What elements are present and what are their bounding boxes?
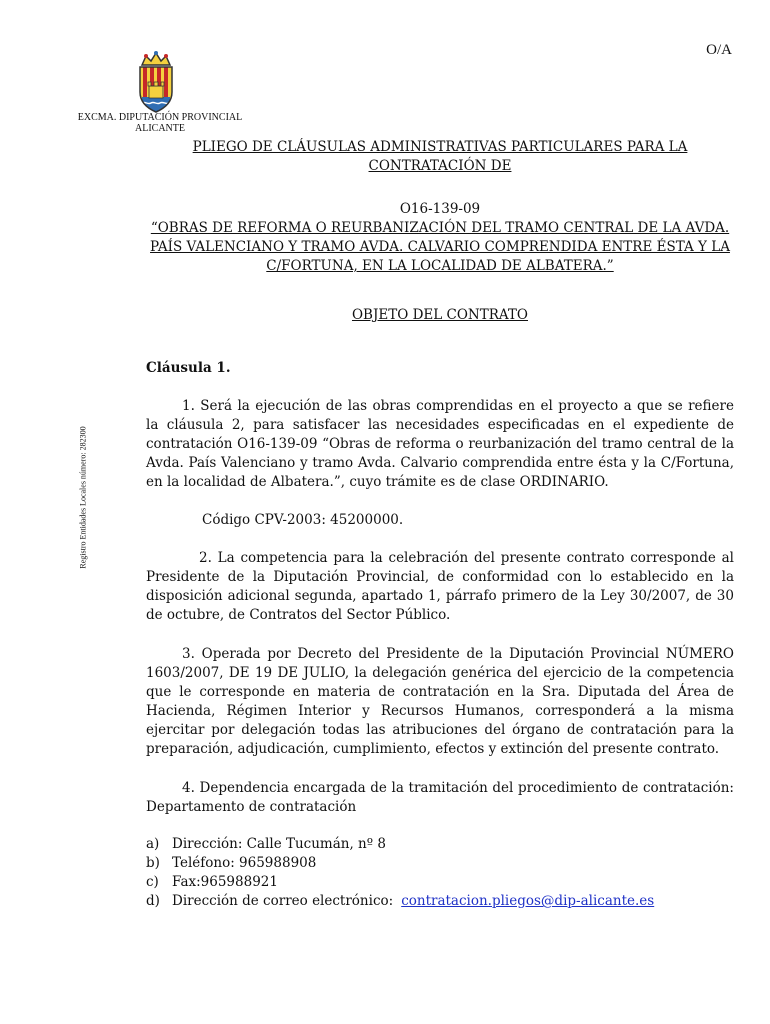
- contact-phone-item: [146, 854, 734, 873]
- contact-details-list: [146, 835, 734, 911]
- contact-email-item: [146, 892, 734, 911]
- clause-paragraph-3: 3. Operada por Decreto del Presidente de la Diputación Provincial NÚMERO 1603/2007, DE 19 DE JULIO, la delegación genérica del ejercicio de la competencia que le corresponde en materia de contratación en la Sra. Diputada del Área de Hacienda, Régimen Interior y Recursos Humanos, corresponderá a la misma ejercitar por delegación todas las atribuciones del órgano de contratación para la preparación, adjudicación, cumplimiento, efectos y extinción del presente contrato.: [146, 646, 734, 757]
- shield-stripe-1: [143, 67, 147, 98]
- contact-address: Dirección: Calle Tucumán, nº 8: [172, 836, 386, 852]
- castle-icon: [142, 97, 170, 112]
- crown-jewel-left: [144, 54, 148, 58]
- document-content: [146, 138, 734, 911]
- institution-line-2: ALICANTE: [135, 123, 185, 134]
- list-marker: c): [146, 874, 159, 890]
- contact-address-item: [146, 835, 734, 854]
- contact-fax-item: [146, 873, 734, 892]
- contact-email-link[interactable]: contratacion.pliegos@dip-alicante.es: [401, 893, 655, 909]
- contact-fax: Fax:965988921: [172, 874, 278, 890]
- project-subject: “OBRAS DE REFORMA O REURBANIZACIÓN DEL TRAMO CENTRAL DE LA AVDA. PAÍS VALENCIANO Y TRAMO AVDA. CALVARIO COMPRENDIDA ENTRE ÉSTA Y LA C/FORTUNA, EN LA LOCALIDAD DE ALBATERA.”: [150, 220, 730, 274]
- institution-line-1: EXCMA. DIPUTACIÓN PROVINCIAL: [77, 112, 243, 123]
- institution-name: [60, 112, 260, 134]
- waves-icon: [142, 102, 170, 103]
- castle-battlements-icon: [148, 82, 164, 86]
- list-marker: a): [146, 836, 160, 852]
- castle-tower-icon: [149, 86, 163, 98]
- coat-of-arms-icon: [132, 50, 180, 114]
- side-registration-text: Registro Entidades Locales número: 282300: [78, 426, 88, 569]
- contact-email-label: Dirección de correo electrónico:: [172, 893, 394, 909]
- crown-jewel-right: [164, 54, 168, 58]
- document-title: PLIEGO DE CLÁUSULAS ADMINISTRATIVAS PARTICULARES PARA LA CONTRATACIÓN DE: [192, 139, 688, 174]
- side-registration-note: [75, 420, 91, 575]
- list-marker: d): [146, 893, 160, 909]
- clause-heading: Cláusula 1.: [146, 360, 231, 376]
- object-heading: OBJETO DEL CONTRATO: [351, 307, 528, 323]
- clause-paragraph-4: 4. Dependencia encargada de la tramitación del procedimiento de contratación: Departamento de contratación: [146, 780, 734, 815]
- shield-stripe-4: [164, 67, 168, 98]
- document-code: O/A: [706, 42, 732, 58]
- project-code: O16-139-09: [399, 201, 481, 217]
- cpv-code: Código CPV-2003: 45200000.: [202, 512, 404, 528]
- contact-phone: Teléfono: 965988908: [172, 855, 317, 871]
- clause-paragraph-2: 2. La competencia para la celebración del presente contrato corresponde al Presidente de la Diputación Provincial, de conformidad con lo establecido en la disposición adicional segunda, apartado 1, párrafo primero de la Ley 30/2007, de 30 de octubre, de Contratos del Sector Público.: [146, 550, 734, 623]
- list-marker: b): [146, 855, 160, 871]
- clause-paragraph-1: 1. Será la ejecución de las obras comprendidas en el proyecto a que se refiere la cláusula 2, para satisfacer las necesidades especificadas en el expediente de contratación O16-139-09 “Obras de reforma o reurbanización del tramo central de la Avda. País Valenciano y tramo Avda. Calvario comprendida entre ésta y la C/Fortuna, en la localidad de Albatera.”, cuyo trámite es de clase ORDINARIO.: [146, 398, 734, 490]
- crown-jewel-center: [154, 51, 158, 55]
